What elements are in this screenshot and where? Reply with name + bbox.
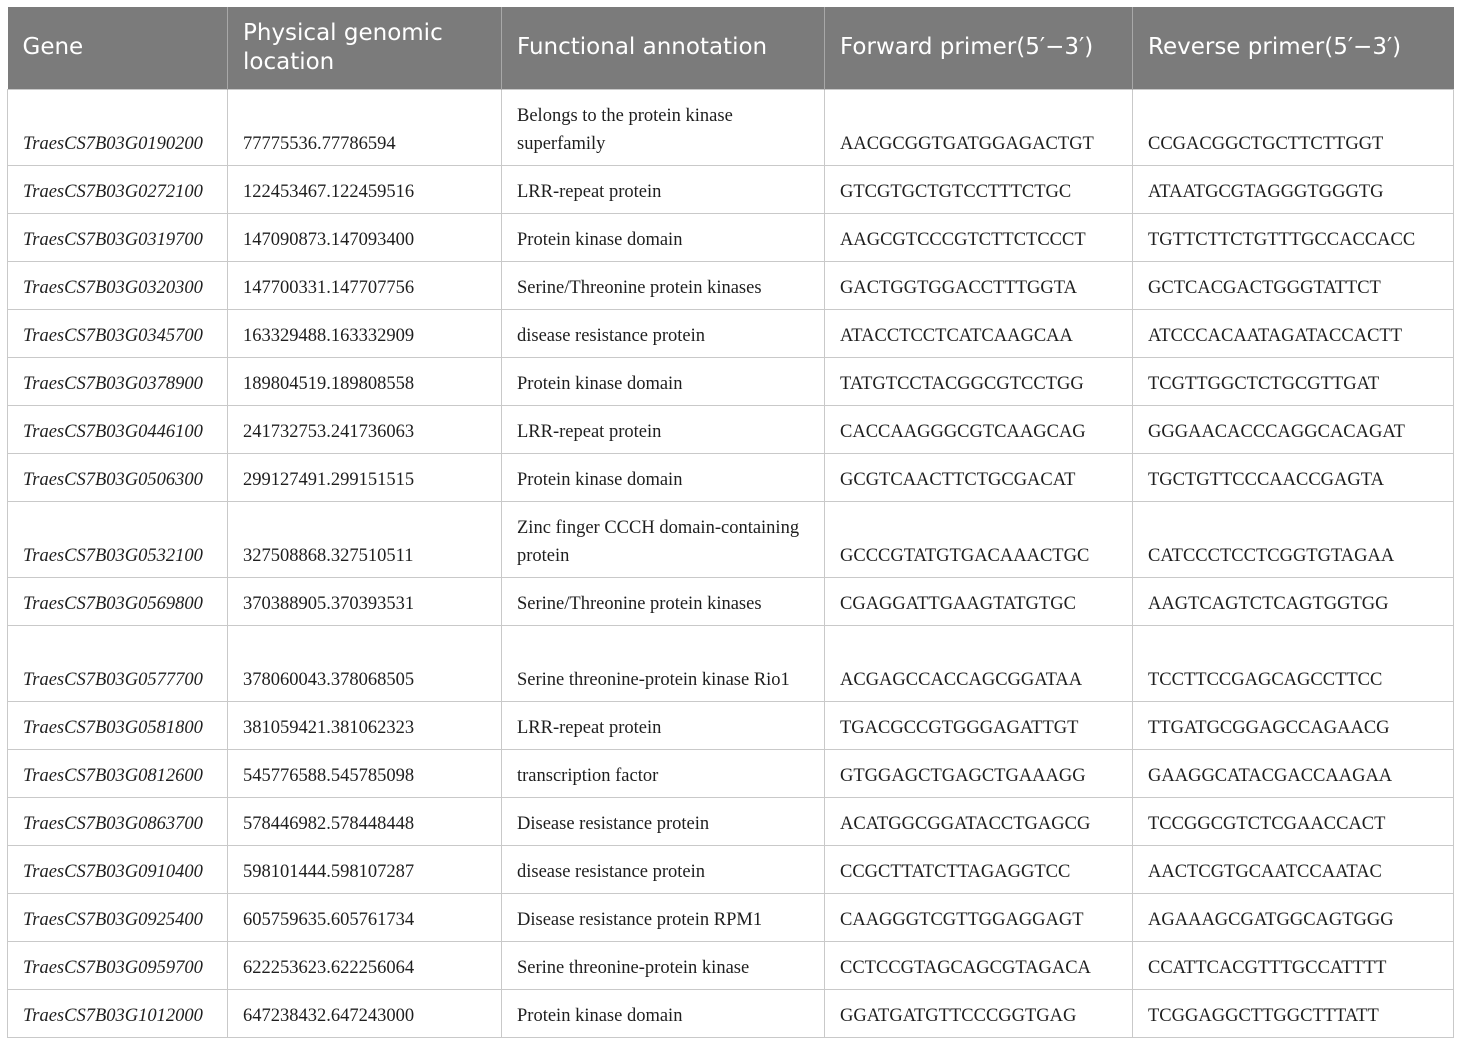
gene-cell: TraesCS7B03G0581800 — [8, 701, 228, 749]
table-row — [8, 989, 1454, 1037]
gene-cell: TraesCS7B03G0320300 — [8, 261, 228, 309]
table-row — [8, 577, 1454, 625]
gene-cell: TraesCS7B03G0925400 — [8, 893, 228, 941]
reverse-primer-cell: CCGACGGCTGCTTCTTGGT — [1133, 89, 1454, 165]
annotation-cell: Serine/Threonine protein kinases — [502, 261, 825, 309]
reverse-primer-cell: TCGTTGGCTCTGCGTTGAT — [1133, 357, 1454, 405]
reverse-primer-cell: AAGTCAGTCTCAGTGGTGG — [1133, 577, 1454, 625]
annotation-cell: transcription factor — [502, 749, 825, 797]
location-cell: 378060043.378068505 — [228, 625, 502, 701]
gene-cell: TraesCS7B03G0812600 — [8, 749, 228, 797]
forward-primer-cell: ATACCTCCTCATCAAGCAA — [825, 309, 1133, 357]
location-cell: 622253623.622256064 — [228, 941, 502, 989]
table-header-row — [8, 7, 1454, 89]
header-reverse-primer: Reverse primer(5′−3′) — [1133, 7, 1454, 89]
location-cell: 327508868.327510511 — [228, 501, 502, 577]
annotation-cell: Protein kinase domain — [502, 453, 825, 501]
table-body — [8, 89, 1454, 1037]
table-row — [8, 893, 1454, 941]
annotation-cell: Serine threonine-protein kinase Rio1 — [502, 625, 825, 701]
table-row — [8, 213, 1454, 261]
reverse-primer-cell: CCATTCACGTTTGCCATTTT — [1133, 941, 1454, 989]
annotation-cell: Protein kinase domain — [502, 989, 825, 1037]
gene-cell: TraesCS7B03G0272100 — [8, 165, 228, 213]
table-row — [8, 165, 1454, 213]
table-row — [8, 453, 1454, 501]
location-cell: 299127491.299151515 — [228, 453, 502, 501]
gene-primer-table — [7, 7, 1454, 1038]
forward-primer-cell: AAGCGTCCCGTCTTCTCCCT — [825, 213, 1133, 261]
table-row — [8, 797, 1454, 845]
forward-primer-cell: AACGCGGTGATGGAGACTGT — [825, 89, 1133, 165]
reverse-primer-cell: AACTCGTGCAATCCAATAC — [1133, 845, 1454, 893]
gene-cell: TraesCS7B03G0532100 — [8, 501, 228, 577]
table-row — [8, 357, 1454, 405]
reverse-primer-cell: TGTTCTTCTGTTTGCCACCACC — [1133, 213, 1454, 261]
table-row — [8, 309, 1454, 357]
annotation-cell: LRR-repeat protein — [502, 405, 825, 453]
reverse-primer-cell: TGCTGTTCCCAACCGAGTA — [1133, 453, 1454, 501]
forward-primer-cell: CCTCCGTAGCAGCGTAGACA — [825, 941, 1133, 989]
forward-primer-cell: GGATGATGTTCCCGGTGAG — [825, 989, 1133, 1037]
location-cell: 189804519.189808558 — [228, 357, 502, 405]
annotation-cell: Protein kinase domain — [502, 357, 825, 405]
reverse-primer-cell: GCTCACGACTGGGTATTCT — [1133, 261, 1454, 309]
forward-primer-cell: GTGGAGCTGAGCTGAAAGG — [825, 749, 1133, 797]
annotation-cell: LRR-repeat protein — [502, 701, 825, 749]
location-cell: 647238432.647243000 — [228, 989, 502, 1037]
annotation-cell: Serine threonine-protein kinase — [502, 941, 825, 989]
gene-cell: TraesCS7B03G0446100 — [8, 405, 228, 453]
location-cell: 578446982.578448448 — [228, 797, 502, 845]
annotation-cell: Belongs to the protein kinase superfamily — [502, 89, 825, 165]
gene-cell: TraesCS7B03G0577700 — [8, 625, 228, 701]
gene-cell: TraesCS7B03G0378900 — [8, 357, 228, 405]
gene-cell: TraesCS7B03G0345700 — [8, 309, 228, 357]
table-row — [8, 261, 1454, 309]
annotation-cell: Serine/Threonine protein kinases — [502, 577, 825, 625]
gene-cell: TraesCS7B03G0910400 — [8, 845, 228, 893]
gene-cell: TraesCS7B03G1012000 — [8, 989, 228, 1037]
location-cell: 605759635.605761734 — [228, 893, 502, 941]
location-cell: 77775536.77786594 — [228, 89, 502, 165]
location-cell: 147700331.147707756 — [228, 261, 502, 309]
gene-cell: TraesCS7B03G0959700 — [8, 941, 228, 989]
forward-primer-cell: GTCGTGCTGTCCTTTCTGC — [825, 165, 1133, 213]
forward-primer-cell: CCGCTTATCTTAGAGGTCC — [825, 845, 1133, 893]
annotation-cell: LRR-repeat protein — [502, 165, 825, 213]
gene-cell: TraesCS7B03G0506300 — [8, 453, 228, 501]
header-functional-annotation: Functional annotation — [502, 7, 825, 89]
gene-cell: TraesCS7B03G0190200 — [8, 89, 228, 165]
reverse-primer-cell: TTGATGCGGAGCCAGAACG — [1133, 701, 1454, 749]
table-row — [8, 941, 1454, 989]
location-cell: 241732753.241736063 — [228, 405, 502, 453]
header-gene: Gene — [8, 7, 228, 89]
table-row — [8, 845, 1454, 893]
table-row — [8, 625, 1454, 701]
reverse-primer-cell: GGGAACACCCAGGCACAGAT — [1133, 405, 1454, 453]
forward-primer-cell: ACATGGCGGATACCTGAGCG — [825, 797, 1133, 845]
forward-primer-cell: CAAGGGTCGTTGGAGGAGT — [825, 893, 1133, 941]
forward-primer-cell: TGACGCCGTGGGAGATTGT — [825, 701, 1133, 749]
location-cell: 545776588.545785098 — [228, 749, 502, 797]
annotation-cell: Protein kinase domain — [502, 213, 825, 261]
forward-primer-cell: CGAGGATTGAAGTATGTGC — [825, 577, 1133, 625]
location-cell: 163329488.163332909 — [228, 309, 502, 357]
location-cell: 147090873.147093400 — [228, 213, 502, 261]
annotation-cell: Disease resistance protein — [502, 797, 825, 845]
location-cell: 370388905.370393531 — [228, 577, 502, 625]
reverse-primer-cell: TCCTTCCGAGCAGCCTTCC — [1133, 625, 1454, 701]
forward-primer-cell: GCGTCAACTTCTGCGACAT — [825, 453, 1133, 501]
forward-primer-cell: GACTGGTGGACCTTTGGTA — [825, 261, 1133, 309]
table-row — [8, 701, 1454, 749]
annotation-cell: Disease resistance protein RPM1 — [502, 893, 825, 941]
reverse-primer-cell: TCGGAGGCTTGGCTTTATT — [1133, 989, 1454, 1037]
table-row — [8, 749, 1454, 797]
reverse-primer-cell: ATCCCACAATAGATACCACTT — [1133, 309, 1454, 357]
header-forward-primer: Forward primer(5′−3′) — [825, 7, 1133, 89]
gene-cell: TraesCS7B03G0319700 — [8, 213, 228, 261]
table-row — [8, 405, 1454, 453]
forward-primer-cell: ACGAGCCACCAGCGGATAA — [825, 625, 1133, 701]
forward-primer-cell: GCCCGTATGTGACAAACTGC — [825, 501, 1133, 577]
annotation-cell: disease resistance protein — [502, 309, 825, 357]
location-cell: 381059421.381062323 — [228, 701, 502, 749]
location-cell: 598101444.598107287 — [228, 845, 502, 893]
reverse-primer-cell: ATAATGCGTAGGGTGGGTG — [1133, 165, 1454, 213]
forward-primer-cell: TATGTCCTACGGCGTCCTGG — [825, 357, 1133, 405]
reverse-primer-cell: CATCCCTCCTCGGTGTAGAA — [1133, 501, 1454, 577]
annotation-cell: disease resistance protein — [502, 845, 825, 893]
table-row — [8, 501, 1454, 577]
gene-cell: TraesCS7B03G0569800 — [8, 577, 228, 625]
header-physical-genomic-location: Physical genomic location — [228, 7, 502, 89]
reverse-primer-cell: TCCGGCGTCTCGAACCACT — [1133, 797, 1454, 845]
reverse-primer-cell: GAAGGCATACGACCAAGAA — [1133, 749, 1454, 797]
gene-cell: TraesCS7B03G0863700 — [8, 797, 228, 845]
location-cell: 122453467.122459516 — [228, 165, 502, 213]
table-row — [8, 89, 1454, 165]
annotation-cell: Zinc finger CCCH domain-containing protein — [502, 501, 825, 577]
reverse-primer-cell: AGAAAGCGATGGCAGTGGG — [1133, 893, 1454, 941]
forward-primer-cell: CACCAAGGGCGTCAAGCAG — [825, 405, 1133, 453]
